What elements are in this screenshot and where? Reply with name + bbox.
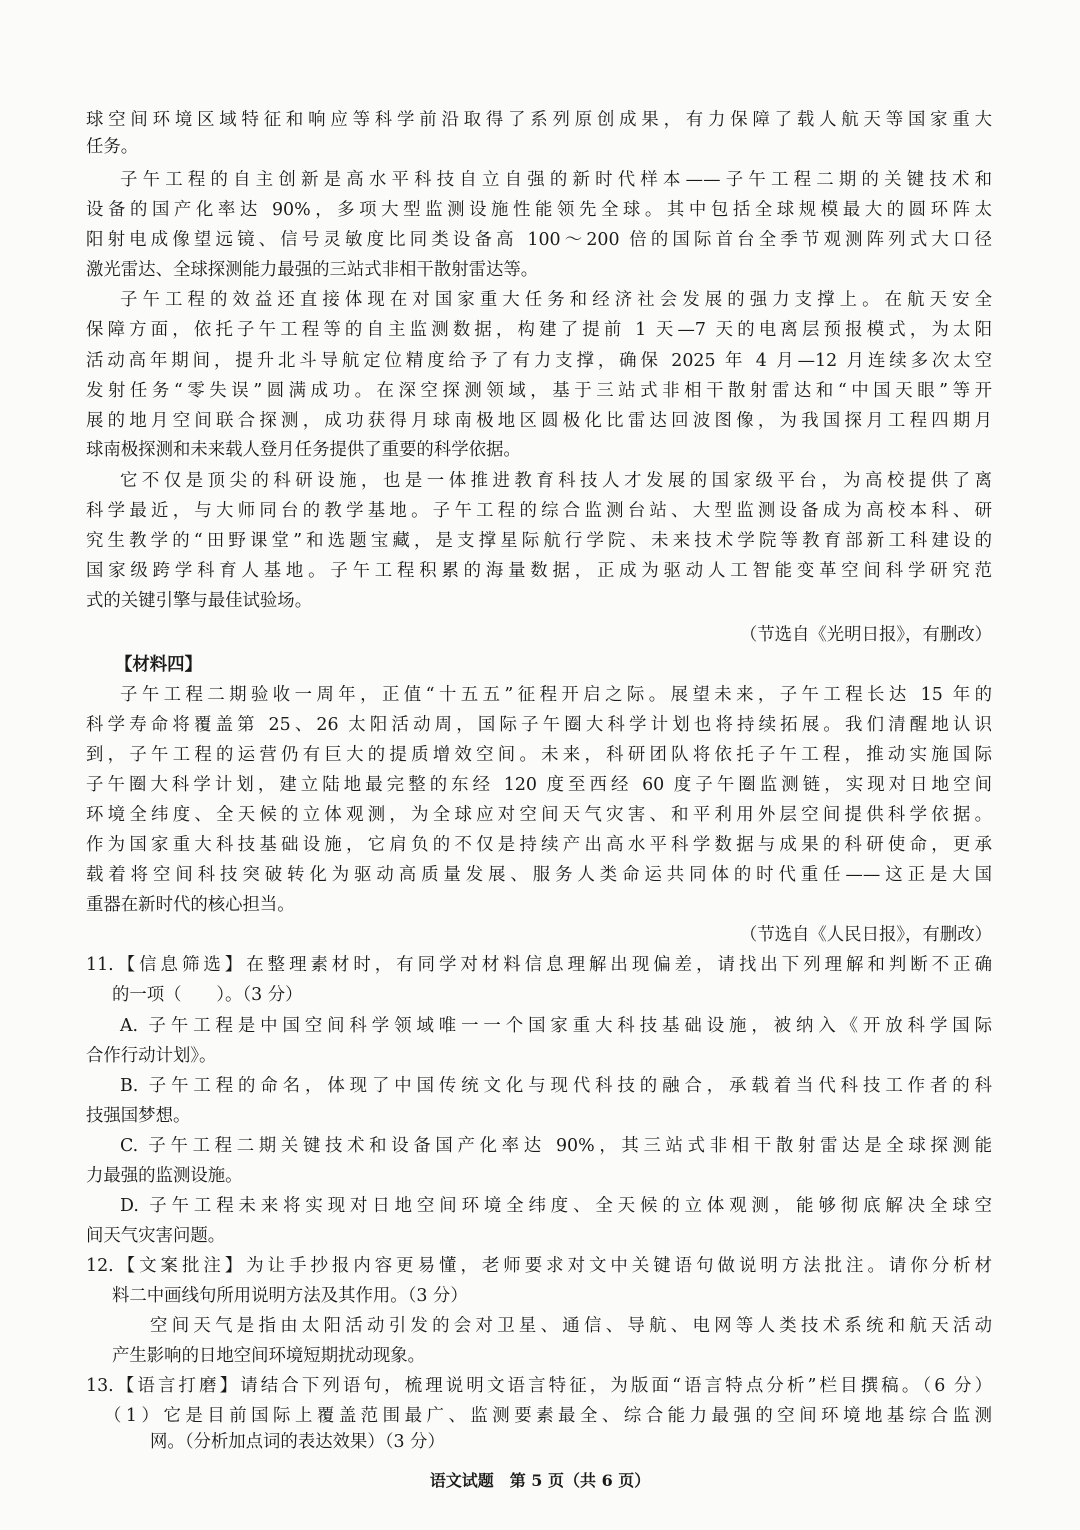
option-d: D. 子午工程未来将实现对日地空间环境全纬度、全天候的立体观测，能够彻底解决全球空 bbox=[120, 1196, 992, 1216]
source-citation: （节选自《人民日报》，有删改） bbox=[739, 925, 992, 945]
text-line: 到，子午工程的运营仍有巨大的提质增效空间。未来，科研团队将依托子午工程，推动实施国际 bbox=[86, 745, 992, 765]
text-line: 活动高年期间，提升北斗导航定位精度给予了有力支撑，确保 2025 年 4 月—12 月连续多次太空 bbox=[86, 351, 992, 371]
quoted-sentence: 空间天气是指由太阳活动引发的会对卫星、通信、导航、电网等人类技术系统和航天活动 bbox=[150, 1316, 992, 1336]
text-line: 子午工程的自主创新是高水平科技自立自强的新时代样本——子午工程二期的关键技术和 bbox=[120, 170, 992, 190]
option-a: A. 子午工程是中国空间科学领域唯一一个国家重大科技基础设施，被纳入《开放科学国际 bbox=[120, 1016, 992, 1036]
option-d: 间天气灾害问题。 bbox=[86, 1226, 226, 1246]
text-line: 国家级跨学科育人基地。子午工程积累的海量数据，正成为驱动人工智能变革空间科学研究范 bbox=[86, 561, 992, 581]
text-line: 究生教学的“田野课堂”和选题宝藏，是支撑星际航行学院、未来技术学院等教育部新工科建设的 bbox=[86, 531, 992, 551]
text-line: 展的地月空间联合探测，成功获得月球南极地区圆极化比雷达回波图像，为我国探月工程四期月 bbox=[86, 411, 992, 431]
text-line: 它不仅是顶尖的科研设施，也是一体推进教育科技人才发展的国家级平台，为高校提供了离 bbox=[120, 471, 992, 491]
text-line: 任务。 bbox=[86, 137, 139, 157]
question-13-sub1: （1）它是目前国际上覆盖范围最广、监测要素最全、综合能力最强的空间环境地基综合监测 bbox=[104, 1406, 992, 1426]
text-line: 子午圈大科学计划，建立陆地最完整的东经 120 度至西经 60 度子午圈监测链，实现对日地空间 bbox=[86, 775, 992, 795]
text-line: 重器在新时代的核心担当。 bbox=[86, 895, 295, 915]
text-line: 环境全纬度、全天候的立体观测，为全球应对空间天气灾害、和平利用外层空间提供科学依据。 bbox=[86, 805, 992, 825]
text-line: 发射任务“零失误”圆满成功。在深空探测领域，基于三站式非相干散射雷达和“中国天眼”等开 bbox=[86, 381, 992, 401]
question-12-stem: 料二中画线句所用说明方法及其作用。（3 分） bbox=[112, 1286, 468, 1306]
source-citation: （节选自《光明日报》，有删改） bbox=[739, 625, 992, 645]
text-line: 式的关键引擎与最佳试验场。 bbox=[86, 591, 313, 611]
text-line: 子午工程的效益还直接体现在对国家重大任务和经济社会发展的强力支撑上。在航天安全 bbox=[120, 290, 992, 310]
text-line: 设备的国产化率达 90%，多项大型监测设施性能领先全球。其中包括全球规模最大的圆环阵太 bbox=[86, 200, 992, 220]
question-12-stem: 12.【文案批注】为让手抄报内容更易懂，老师要求对文中关键语句做说明方法批注。请你分析材 bbox=[86, 1256, 992, 1276]
text-line: 球空间环境区域特征和响应等科学前沿取得了系列原创成果，有力保障了载人航天等国家重大 bbox=[86, 110, 992, 130]
option-c: C. 子午工程二期关键技术和设备国产化率达 90%，其三站式非相干散射雷达是全球探测能 bbox=[120, 1136, 992, 1156]
option-b: 技强国梦想。 bbox=[86, 1106, 191, 1126]
text-line: 子午工程二期验收一周年，正值“十五五”征程开启之际。展望未来，子午工程长达 15 年的 bbox=[120, 685, 992, 705]
text-line: 球南极探测和未来载人登月任务提供了重要的科学依据。 bbox=[86, 440, 521, 460]
text-line: 载着将空间科技突破转化为驱动高质量发展、服务人类命运共同体的时代重任——这正是大国 bbox=[86, 865, 992, 885]
text-line: 保障方面，依托子午工程等的自主监测数据，构建了提前 1 天—7 天的电离层预报模式，为太阳 bbox=[86, 320, 992, 340]
text-line: 作为国家重大科技基础设施，它肩负的不仅是持续产出高水平科学数据与成果的科研使命，更承 bbox=[86, 835, 992, 855]
quoted-sentence: 产生影响的日地空间环境短期扰动现象。 bbox=[112, 1346, 426, 1366]
text-line: 科学最近，与大师同台的教学基地。子午工程的综合监测台站、大型监测设备成为高校本科、研 bbox=[86, 501, 992, 521]
question-11-stem: 的一项（ ）。（3 分） bbox=[112, 985, 303, 1005]
text-line: 激光雷达、全球探测能力最强的三站式非相干散射雷达等。 bbox=[86, 260, 539, 280]
question-11-stem: 11.【信息筛选】在整理素材时，有同学对材料信息理解出现偏差，请找出下列理解和判断不正确 bbox=[86, 955, 992, 975]
question-13-stem: 13.【语言打磨】请结合下列语句，梳理说明文语言特征，为版面“语言特点分析”栏目撰稿。（6 分） bbox=[86, 1376, 992, 1396]
text-line: 阳射电成像望远镜、信号灵敏度比同类设备高 100～200 倍的国际首台全季节观测阵列式大口径 bbox=[86, 230, 992, 250]
section-heading: 【材料四】 bbox=[115, 655, 202, 675]
page-footer: 语文试题 第 5 页（共 6 页） bbox=[429, 1471, 651, 1490]
option-c: 力最强的监测设施。 bbox=[86, 1166, 243, 1186]
question-13-sub1: 网。（分析加点词的表达效果）（3 分） bbox=[150, 1432, 445, 1452]
option-b: B. 子午工程的命名，体现了中国传统文化与现代科技的融合，承载着当代科技工作者的科 bbox=[120, 1076, 992, 1096]
text-line: 科学寿命将覆盖第 25、26 太阳活动周，国际子午圈大科学计划也将持续拓展。我们清醒地认识 bbox=[86, 715, 992, 735]
option-a: 合作行动计划》。 bbox=[86, 1046, 217, 1066]
